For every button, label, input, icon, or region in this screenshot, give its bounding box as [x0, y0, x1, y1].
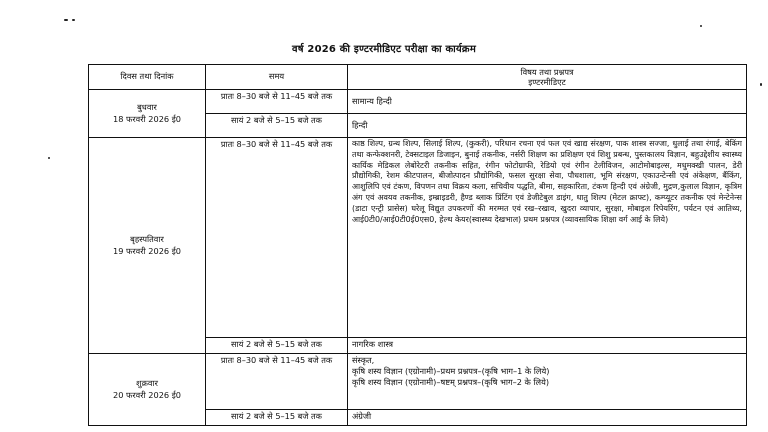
day-name: शुक्रवार	[136, 378, 158, 389]
time-cell: सायं 2 बजे से 5–15 बजे तक	[206, 338, 348, 354]
subject-cell: हिन्दी	[348, 114, 747, 138]
day-name: बृहस्पतिवार	[130, 234, 164, 245]
header-time: समय	[206, 65, 348, 90]
scan-speck	[700, 25, 702, 27]
time-cell: प्रातः 8–30 बजे से 11–45 बजे तक	[206, 90, 348, 114]
table-row	[89, 354, 747, 410]
subject-line: संस्कृत,	[352, 355, 375, 365]
day-cell	[89, 138, 206, 354]
page-title: वर्ष 2026 की इण्टरमीडिएट परीक्षा का कार्यक्रम	[291, 44, 476, 55]
subject-line: कृषि शस्य विज्ञान (एग्रोनामी)–षष्टम् प्रश्नपत्र–(कृषि भाग–2 के लिये)	[352, 377, 550, 388]
day-name: बुधवार	[137, 102, 157, 113]
day-date: 18 फरवरी 2026 ई0	[113, 113, 181, 124]
header-subject-line1: विषय तथा प्रश्नपत्र	[520, 67, 574, 77]
subject-cell: काष्ठ शिल्प, ग्रन्थ शिल्प, सिलाई शिल्प, (कुकरी), परिधान रचना एवं फल एवं खाद्य संरक्षण, पाक शास्त्र सज्जा, धुलाई तथा रंगाई, बेकिंग तथा कन्फेक्शनरी, टेक्सटाइल डिजाइन, बुनाई तकनीक, नर्सरी शिक्षण का प्रशिक्षण एवं शिशु प्रबन्ध, पुस्तकालय विज्ञान, बहुउद्देशीय स्वास्थ्य कार्यिक मेडिकल लेबोरेटरी तकनीक सहित, रंगीन फोटोग्राफी, रेडियो एवं रंगीन टेलीविजन, आटोमोबाइल्स, मधुमक्खी पालन, डेरी प्रौद्योगिकी, रेशम कीटपालन, बीजोत्पादन प्रौद्योगिकी, फसल सुरक्षा सेवा, पौधशाला, भूमि संरक्षण, एकाउन्टेन्सी एवं अंकेक्षण, बैंकिंग, आशुलिपि एवं टंकण, विपणन तथा विक्रय कला, सचिवीय पद्धति, बीमा, सहकारिता, टंकण हिन्दी एवं अंग्रेजी, मुद्रण,कुलाल विज्ञान, कृत्रिम अंग एवं अवयव तकनीक, इम्ब्राइडरी, हैण्ड ब्लाक प्रिंटिंग एवं डेजीटेबुल डाइंग, धातु शिल्प (मेटल क्राफ्ट), कम्प्यूटर तकनीक एवं मेन्टेनेन्स (डाटा एन्ट्री प्रासेस) घरेलू विद्युत उपकरणों की मरम्मत एवं रख–रखाव, खुदरा व्यापार, सुरक्षा, मोबाइल रिपेयरिंग, पर्यटन एवं आतिथ्य, आई0टी0/आई0टी0ई0एस0, हेल्थ केयर(स्वास्थ्य देखभाल) प्रथम प्रश्नपत्र (व्यावसायिक शिक्षा वर्ग आई के लिये)	[348, 138, 747, 338]
header-subject-line2: इण्टरमीडिएट	[528, 77, 566, 87]
table-header-row	[89, 65, 747, 90]
table-row	[89, 90, 747, 114]
time-cell: सायं 2 बजे से 5–15 बजे तक	[206, 114, 348, 138]
exam-schedule-table	[88, 64, 747, 426]
scan-speck	[48, 157, 50, 159]
scan-speck	[760, 83, 762, 86]
subject-cell: नागरिक शास्त्र	[348, 338, 747, 354]
table-row	[89, 138, 747, 338]
scan-speck	[72, 19, 75, 21]
time-cell: प्रातः 8–30 बजे से 11–45 बजे तक	[206, 354, 348, 410]
time-cell: सायं 2 बजे से 5–15 बजे तक	[206, 410, 348, 426]
subject-cell: अंग्रेजी	[348, 410, 747, 426]
subject-cell: सामान्य हिन्दी	[348, 90, 747, 114]
header-subject	[348, 65, 747, 90]
scan-speck	[64, 19, 68, 21]
day-cell	[89, 90, 206, 138]
day-date: 20 फरवरी 2026 ई0	[113, 389, 181, 400]
subject-line: कृषि शस्य विज्ञान (एग्रोनामी)–प्रथम प्रश्नपत्र–(कृषि भाग–1 के लिये)	[352, 366, 550, 377]
day-cell	[89, 354, 206, 426]
time-cell: प्रातः 8–30 बजे से 11–45 बजे तक	[206, 138, 348, 338]
header-day: दिवस तथा दिनांक	[89, 65, 206, 90]
day-date: 19 फरवरी 2026 ई0	[113, 245, 181, 256]
subject-cell	[348, 354, 747, 410]
